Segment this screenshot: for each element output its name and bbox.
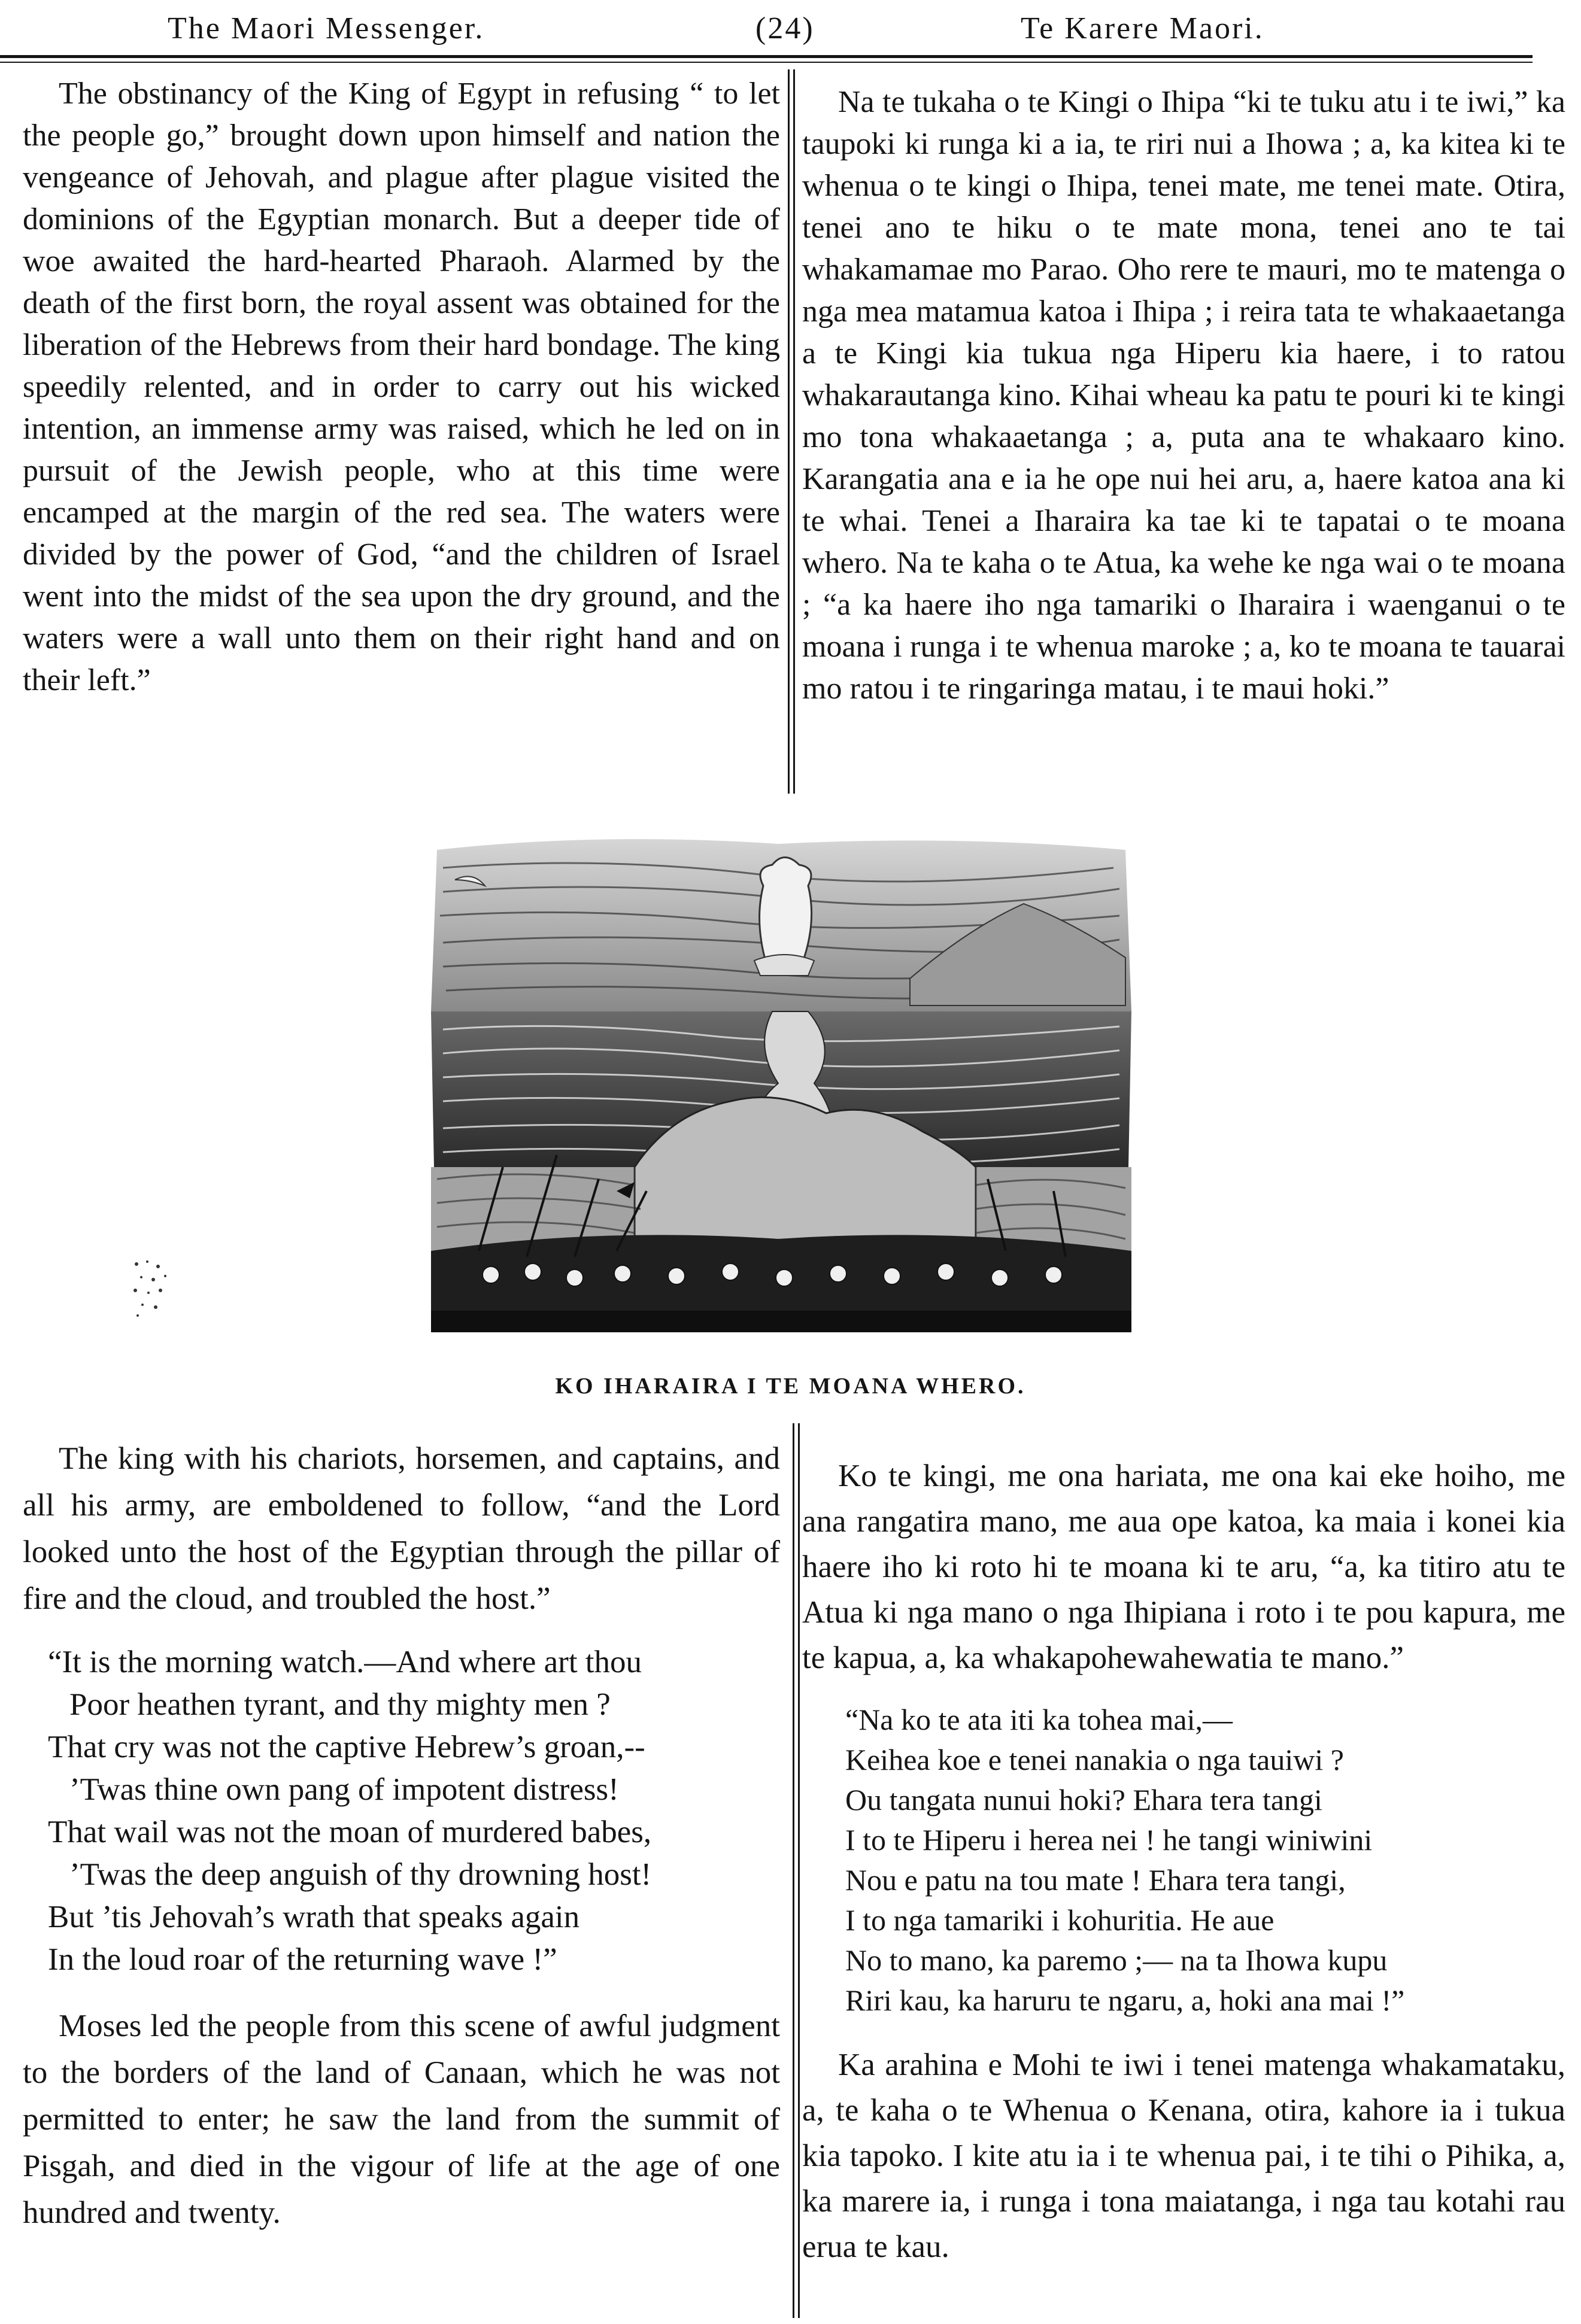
red-sea-engraving [419, 832, 1143, 1335]
english-poem-line: In the loud roar of the returning wave !” [48, 1942, 557, 1977]
english-poem-line: But ’tis Jehovah’s wrath that speaks again [48, 1900, 580, 1934]
english-poem-line: Poor heathen tyrant, and thy mighty men ? [69, 1687, 611, 1722]
header-rule-thin [0, 62, 1533, 63]
english-poem-line: That cry was not the captive Hebrew’s groan,-- [48, 1730, 645, 1764]
maori-poem-line: No to mano, ka paremo ;— na ta Ihowa kupu [845, 1943, 1388, 1977]
english-poem-line: ’Twas the deep anguish of thy drowning host! [69, 1857, 652, 1892]
maori-poem-line: Riri kau, ka haruru te ngaru, a, hoki ana mai !” [845, 1983, 1405, 2017]
maori-paragraph-moses: Ka arahina e Mohi te iwi i tenei matenga whakamataku, a, te kaha o te Whenua o Kenana, otira, kahore ia i tukua kia tapoko. I kite atu ia i te whenua pai, i te tihi o Pihika, a, ka marere ia, i runga i tona maiatanga, i nga tau kotahi rau erua te kau. [802, 2047, 1565, 2264]
maori-poem [845, 1700, 1565, 2021]
column-divider-top-1 [788, 69, 790, 794]
maori-poem-line: Ou tangata nunui hoki? Ehara tera tangi [845, 1783, 1322, 1816]
english-poem-line: That wail was not the moan of murdered babes, [48, 1815, 652, 1849]
maori-column-top [802, 81, 1565, 710]
column-divider-bottom-2 [798, 1423, 800, 2318]
header-rule-thick [0, 55, 1533, 58]
maori-paragraph-exodus: Na te tukaha o te Kingi o Ihipa “ki te tuku atu i te iwi,” ka taupoki ki runga ki a ia, te riri nui a Ihowa ; a, ka kitea ki te whenua o te kingi o Ihipa, tenei mate, me tenei mate. Otira, tenei ano te hiku o te mate mona, tenei ano te tai whakamamae mo Parao. Oho rere te mauri, mo te matenga o nga mea matamua katoa i Ihipa ; i reira tata te whakaaetanga a te Kingi kia tukua nga Hiperu kia haere, i to ratou whakarautanga kino. Kihai wheau ka patu te pouri ki te kingi mo tona whakaaetanga ; a, puta ana te whakaaro kino. Karangatia ana e ia he ope nui hei aru, a, haere katoa ana ki te whai. Tenei a Iharaira ka tae ki te tapatai o te moana whero. Na te kaha o te Atua, ka wehe ke nga wai o te moana ; “a ka haere iho nga tamariki o Iharaira i waenganui o te moana i runga i te whenua maroke ; a, ko te moana te tauarai mo ratou i te ringaringa matau, i te maui hoki.” [802, 85, 1565, 706]
maori-poem-line: I to nga tamariki i kohuritia. He aue [845, 1903, 1274, 1937]
masthead-english: The Maori Messenger. [168, 11, 485, 45]
maori-column-bottom [802, 1453, 1565, 2270]
column-divider-top-2 [793, 69, 795, 794]
english-column-top [23, 73, 780, 701]
english-poem-line: “It is the morning watch.—And where art thou [48, 1645, 642, 1679]
masthead-maori: Te Karere Maori. [1021, 11, 1264, 45]
english-poem [48, 1641, 780, 1981]
maori-paragraph-pursuit: Ko te kingi, me ona hariata, me ona kai eke hoiho, me ana rangatira mano, me aua ope katoa, ka maia i konei kia haere iho ki roto hi te moana ki te aru, “a, ka titiro atu te Atua ki nga mano o nga Ihipiana i roto i te pou kapura, me te kapua, a, ka whakapohewahewatia te mano.” [802, 1459, 1565, 1675]
maori-poem-line: “Na ko te ata iti ka tohea mai,— [845, 1703, 1233, 1736]
english-paragraph-pursuit: The king with his chariots, horsemen, and captains, and all his army, are emboldened to follow, “and the Lord looked unto the host of the Egyptian through the pillar of fire and the cloud, and troubled the host.” [23, 1441, 780, 1616]
english-paragraph-exodus: The obstinancy of the King of Egypt in refusing “ to let the people go,” brought down upon himself and nation the vengeance of Jehovah, and plague after plague visited the dominions of the Egyptian monarch. But a deeper tide of woe awaited the hard-hearted Pharaoh. Alarmed by the death of the first born, the royal assent was obtained for the liberation of the Hebrews from their hard bondage. The king speedily relented, and in order to carry out his wicked intention, an immense army was raised, which he led on in pursuit of the Jewish people, who at this time were encamped at the margin of the red sea. The waters were divided by the power of God, “and the children of Israel went into the midst of the sea upon the dry ground, and the waters were a wall unto them on their right hand and on their left.” [23, 77, 780, 697]
maori-poem-line: I to te Hiperu i herea nei ! he tangi winiwini [845, 1823, 1373, 1857]
ink-speckle [131, 1256, 172, 1322]
page-number: (24) [755, 11, 815, 45]
english-column-bottom [23, 1435, 780, 2236]
maori-poem-line: Nou e patu na tou mate ! Ehara tera tangi, [845, 1863, 1346, 1897]
column-divider-bottom-1 [793, 1423, 794, 2318]
english-poem-line: ’Twas thine own pang of impotent distress! [69, 1772, 619, 1807]
english-paragraph-moses: Moses led the people from this scene of awful judgment to the borders of the land of Canaan, which he was not permitted to enter; he saw the land from the summit of Pisgah, and died in the vigour of life at the age of one hundred and twenty. [23, 2009, 780, 2230]
maori-poem-line: Keihea koe e tenei nanakia o nga tauiwi ? [845, 1743, 1344, 1776]
illustration-caption: KO IHARAIRA I TE MOANA WHERO. [555, 1374, 1026, 1399]
